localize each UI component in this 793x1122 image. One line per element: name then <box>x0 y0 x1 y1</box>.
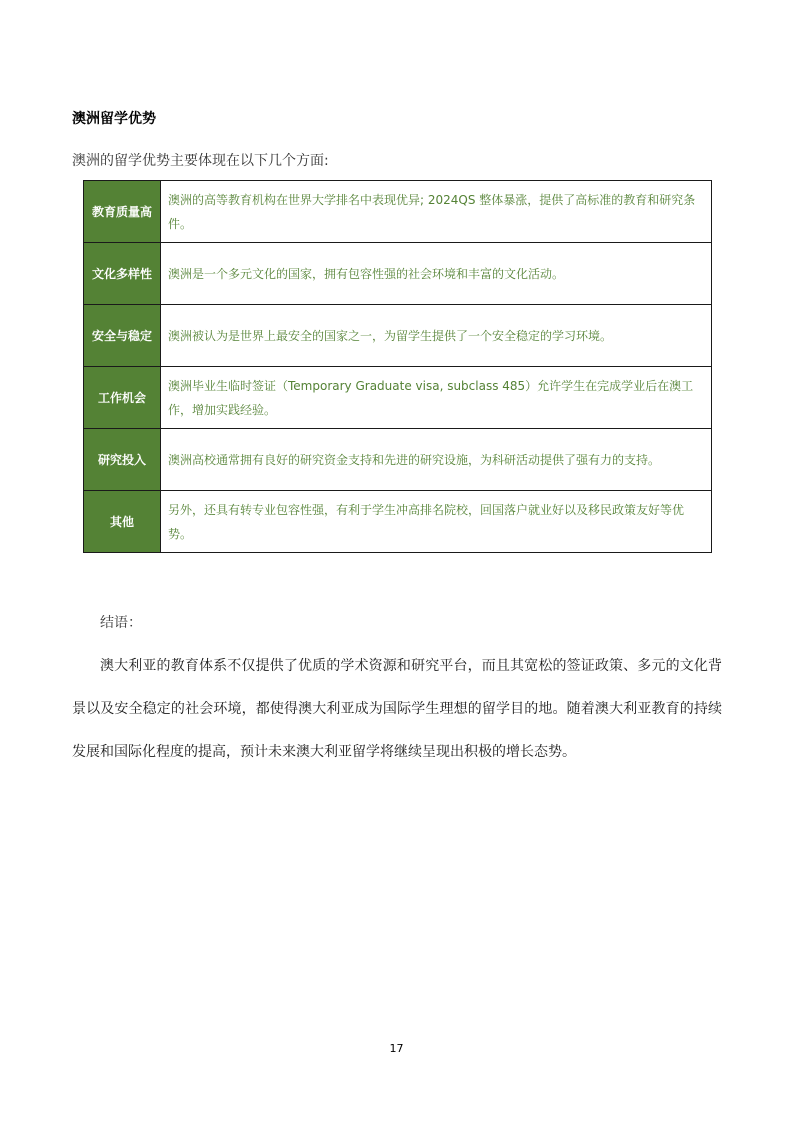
advantage-label: 工作机会 <box>84 367 161 429</box>
advantage-description: 澳洲是一个多元文化的国家，拥有包容性强的社会环境和丰富的文化活动。 <box>161 243 712 305</box>
table-row <box>84 491 712 553</box>
table-row <box>84 243 712 305</box>
advantage-description: 澳洲被认为是世界上最安全的国家之一，为留学生提供了一个安全稳定的学习环境。 <box>161 305 712 367</box>
section-heading: 澳洲留学优势 <box>72 111 156 127</box>
conclusion-paragraph: 澳大利亚的教育体系不仅提供了优质的学术资源和研究平台，而且其宽松的签证政策、多元的文化背景以及安全稳定的社会环境，都使得澳大利亚成为国际学生理想的留学目的地。随着澳大利亚教育的持续发展和国际化程度的提高，预计未来澳大利亚留学将继续呈现出积极的增长态势。 <box>72 658 722 760</box>
intro-text: 澳洲的留学优势主要体现在以下几个方面: <box>72 153 329 169</box>
advantage-description: 另外，还具有转专业包容性强，有利于学生冲高排名院校，回国落户就业好以及移民政策友好等优势。 <box>161 491 712 553</box>
table-row <box>84 429 712 491</box>
advantage-description: 澳洲的高等教育机构在世界大学排名中表现优异; 2024QS 整体暴涨，提供了高标准的教育和研究条件。 <box>161 181 712 243</box>
page-number: 17 <box>389 1042 404 1055</box>
advantage-label: 文化多样性 <box>84 243 161 305</box>
table-row <box>84 305 712 367</box>
conclusion-label: 结语： <box>100 615 142 631</box>
advantage-label: 其他 <box>84 491 161 553</box>
advantage-label: 安全与稳定 <box>84 305 161 367</box>
table-row <box>84 181 712 243</box>
advantage-label: 研究投入 <box>84 429 161 491</box>
table-row <box>84 367 712 429</box>
advantage-label: 教育质量高 <box>84 181 161 243</box>
advantage-description: 澳洲高校通常拥有良好的研究资金支持和先进的研究设施，为科研活动提供了强有力的支持。 <box>161 429 712 491</box>
advantages-table <box>83 180 712 553</box>
advantage-description: 澳洲毕业生临时签证（Temporary Graduate visa, subclass 485）允许学生在完成学业后在澳工作，增加实践经验。 <box>161 367 712 429</box>
